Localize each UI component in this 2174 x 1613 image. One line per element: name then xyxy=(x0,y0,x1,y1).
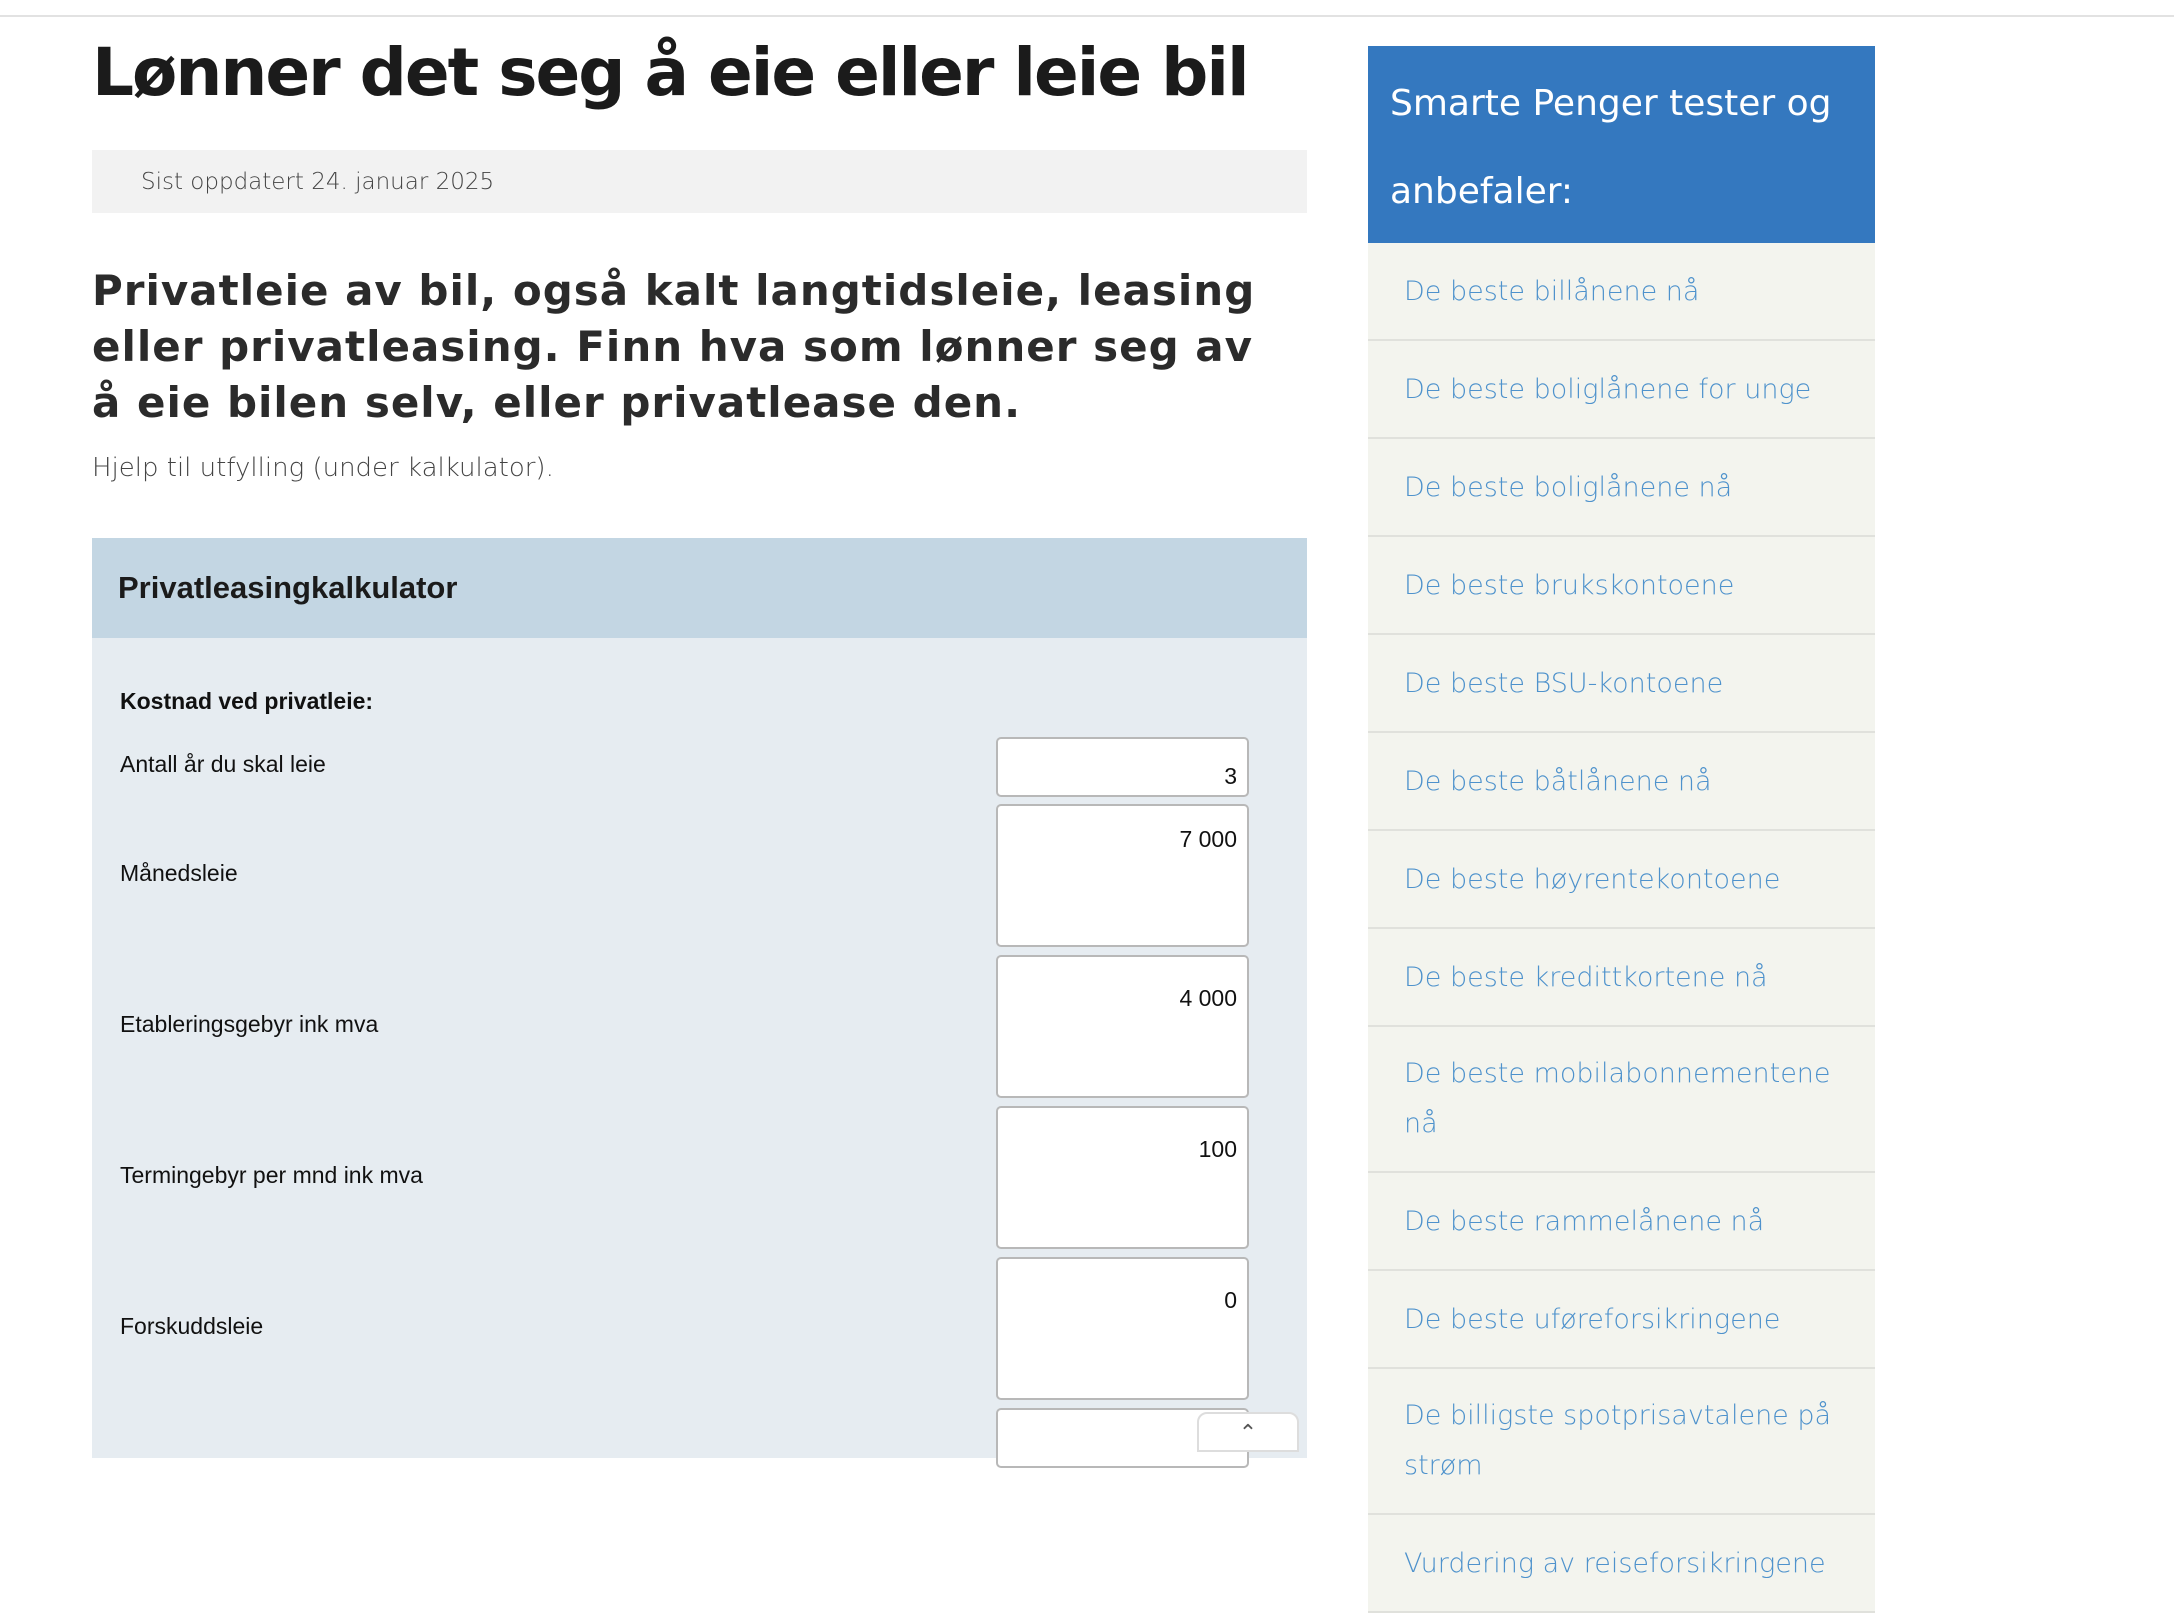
sidebar-item[interactable]: De billigste spotprisavtalene på strøm xyxy=(1368,1369,1875,1515)
sidebar-item[interactable]: De beste boliglånene for unge xyxy=(1368,341,1875,439)
article xyxy=(92,30,1307,483)
sidebar-item[interactable]: De beste høyrentekontoene xyxy=(1368,831,1875,929)
lead-paragraph: Privatleie av bil, også kalt langtidsleie, leasing eller privatleasing. Finn hva som lønner seg av å eie bilen selv, eller privatlease den. xyxy=(92,266,1256,427)
top-divider xyxy=(0,15,2174,17)
section-label: Kostnad ved privatleie: xyxy=(120,688,374,714)
sidebar-item[interactable]: De beste brukskontoene xyxy=(1368,537,1875,635)
sidebar-item[interactable]: Vurdering av reiseforsikringene xyxy=(1368,1515,1875,1613)
field-label-prepayment: Forskuddsleie xyxy=(120,1313,264,1339)
sidebar-item[interactable]: De beste boliglånene nå xyxy=(1368,439,1875,537)
term-fee-input[interactable]: 100 xyxy=(996,1106,1249,1249)
sidebar-item[interactable]: De beste mobilabonnementene nå xyxy=(1368,1027,1875,1173)
chevron-up-icon: ⌃ xyxy=(1238,1420,1258,1445)
leasing-calculator xyxy=(92,538,1307,1458)
sidebar-item[interactable]: De beste rammelånene nå xyxy=(1368,1173,1875,1271)
updated-date: Sist oppdatert 24. januar 2025 xyxy=(141,168,495,195)
field-label-years: Antall år du skal leie xyxy=(120,751,326,777)
sidebar-item[interactable]: De beste uføreforsikringene xyxy=(1368,1271,1875,1369)
sidebar-item[interactable]: De beste billånene nå xyxy=(1368,243,1875,341)
sidebar-item[interactable]: De beste båtlånene nå xyxy=(1368,733,1875,831)
sidebar-title: Smarte Penger tester og anbefaler: xyxy=(1368,46,1875,243)
updated-bar xyxy=(92,150,1307,213)
field-label-monthly-rent: Månedsleie xyxy=(120,860,238,886)
sidebar-item[interactable]: De beste kredittkortene nå xyxy=(1368,929,1875,1027)
setup-fee-input[interactable]: 4 000 xyxy=(996,955,1249,1098)
help-link-text[interactable]: Hjelp til utfylling (under kalkulator). xyxy=(92,453,554,483)
page-title: Lønner det seg å eie eller leie bil xyxy=(92,34,1248,111)
field-label-term-fee: Termingebyr per mnd ink mva xyxy=(120,1162,423,1188)
scroll-to-top-button[interactable] xyxy=(1197,1412,1299,1452)
sidebar xyxy=(1368,46,1875,1613)
calculator-title: Privatleasingkalkulator xyxy=(92,538,1307,638)
prepayment-input[interactable]: 0 xyxy=(996,1257,1249,1400)
sidebar-item[interactable]: De beste BSU-kontoene xyxy=(1368,635,1875,733)
field-label-setup-fee: Etableringsgebyr ink mva xyxy=(120,1011,379,1037)
years-input[interactable]: 3 xyxy=(996,737,1249,797)
monthly-rent-input[interactable]: 7 000 xyxy=(996,804,1249,947)
